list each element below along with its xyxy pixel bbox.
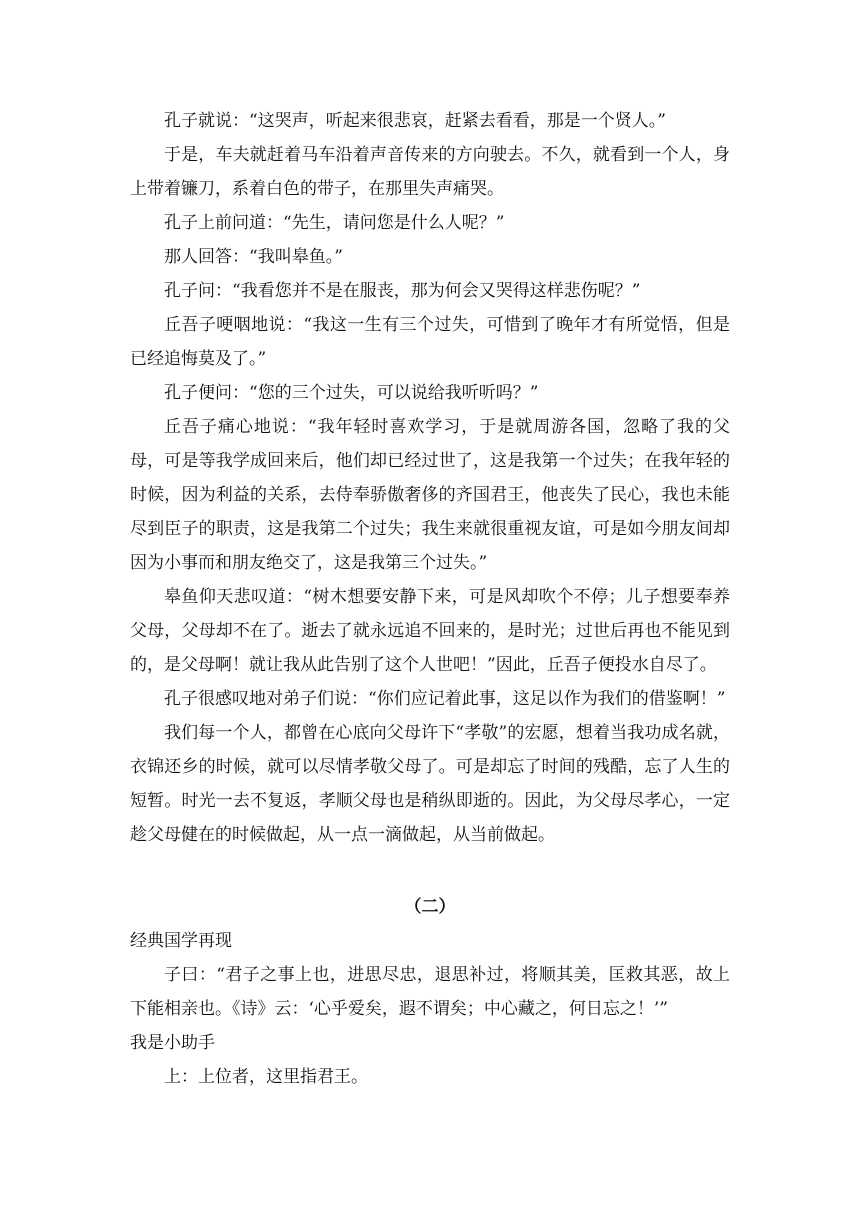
- story-paragraph: 孔子就说：“这哭声，听起来很悲哀，赶紧去看看，那是一个贤人。”: [164, 111, 666, 131]
- story-paragraph: 孔子问：“我看您并不是在服丧，那为何会又哭得这样悲伤呢？”: [164, 281, 641, 301]
- story-paragraph: 丘吾子痛心地说：“我年轻时喜欢学习，于是就周游各国，忽略了我的父母，可是等我学成回来后，他们却已经过世了，这是我第一个过失；在我年轻的时候，因为利益的关系，去侍奉骄傲奢侈的齐国君王，他丧失了民心，我也未能尽到臣子的职责，这是我第二个过失；我生来就很重视友谊，可是如今朋友间却因为小事而和朋友绝交了，这是我第三个过失。”: [130, 417, 730, 573]
- helper-heading: 我是小助手: [130, 1033, 215, 1053]
- story-paragraph: 丘吾子哽咽地说：“我这一生有三个过失，可惜到了晚年才有所觉悟，但是已经追悔莫及了。”: [130, 315, 730, 369]
- story-paragraph: 孔子便问：“您的三个过失，可以说给我听听吗？”: [164, 383, 539, 403]
- story-paragraph: 于是，车夫就赶着马车沿着声音传来的方向驶去。不久，就看到一个人，身上带着镰刀，系着白色的带子，在那里失声痛哭。: [130, 145, 730, 199]
- story-paragraph: 孔子上前问道：“先生，请问您是什么人呢？”: [164, 213, 505, 233]
- story-paragraph: 孔子很感叹地对弟子们说：“你们应记着此事，这足以作为我们的借鉴啊！”: [164, 689, 726, 709]
- story-paragraph: 那人回答：“我叫皋鱼。”: [164, 247, 343, 267]
- story-paragraph: 皋鱼仰天悲叹道：“树木想要安静下来，可是风却吹个不停；儿子想要奉养父母，父母却不在了。逝去了就永远追不回来的，是时光；过世后再也不能见到的，是父母啊！就让我从此告别了这个人世吧！”因此，丘吾子便投水自尽了。: [130, 587, 730, 675]
- story-paragraph: 我们每一个人，都曾在心底向父母许下“孝敬”的宏愿，想着当我功成名就，衣锦还乡的时候，就可以尽情孝敬父母了。可是却忘了时间的残酷，忘了人生的短暂。时光一去不复返，孝顺父母也是稍纵即逝的。因此，为父母尽孝心，一定趁父母健在的时候做起，从一点一滴做起，从当前做起。: [130, 723, 730, 845]
- document-content: [130, 104, 730, 1094]
- classic-text: 子曰：“君子之事上也，进思尽忠，退思补过，将顺其美，匡救其恶，故上下能相亲也。《诗》云：‘心乎爱矣，遐不谓矣；中心藏之，何日忘之！’”: [130, 965, 730, 1019]
- classic-heading: 经典国学再现: [130, 931, 232, 951]
- helper-text: 上：上位者，这里指君王。: [164, 1067, 368, 1087]
- section-title: （二）: [404, 897, 456, 917]
